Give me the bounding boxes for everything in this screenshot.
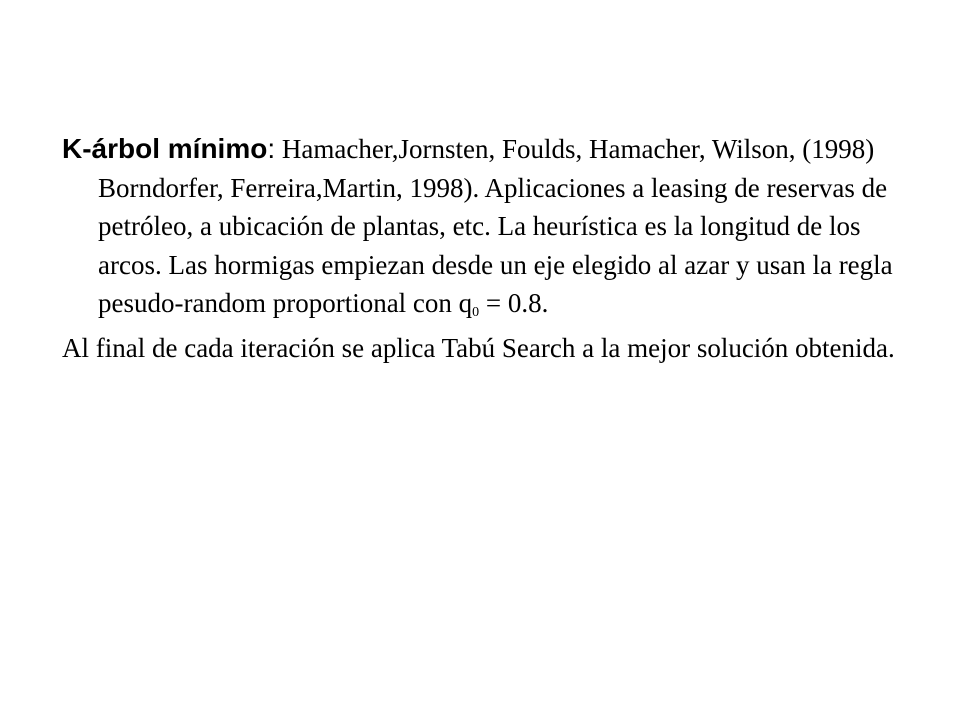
heading-colon: : — [267, 133, 276, 164]
paragraph-heading: K-árbol mínimo — [62, 133, 268, 164]
slide-body — [62, 130, 912, 367]
paragraph-tabu-search: Al final de cada iteración se aplica Tabú Search a la mejor solución obtenida. — [62, 332, 895, 363]
paragraph-text: Hamacher,Jornsten, Foulds, Hamacher, Wilson, (1998) Borndorfer, Ferreira,Martin, 1998). Aplicaciones a leasing de reservas de petróleo, a ubicación de plantas, etc. La heurística es la longitud de los arcos. Las hormigas empiezan desde un eje elegido al azar y usan la regla pesudo-random proportional con q — [98, 134, 893, 318]
paragraph-k-arbol — [62, 130, 912, 323]
subscript-text: 0 — [472, 305, 480, 320]
paragraph-text-end: = 0.8. — [479, 288, 549, 318]
